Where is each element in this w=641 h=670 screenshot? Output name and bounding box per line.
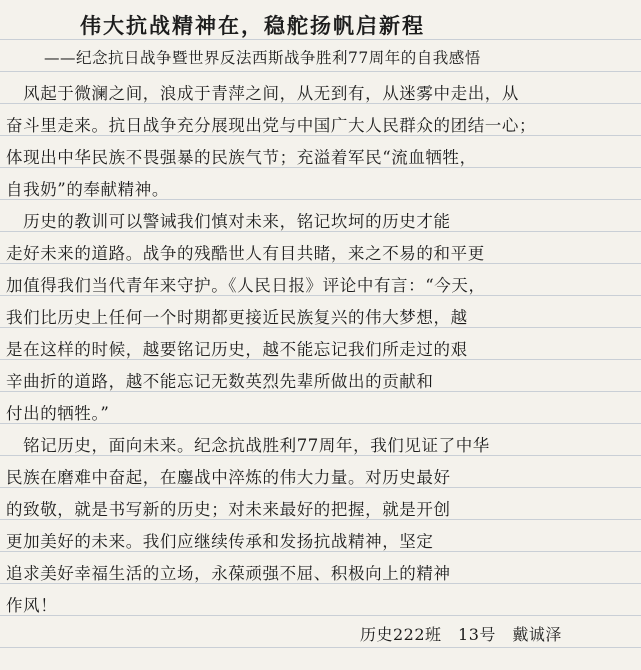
essay-subtitle: ——纪念抗日战争暨世界反法西斯战争胜利77周年的自我感悟: [44, 49, 481, 67]
essay-line: 走好未来的道路。战争的残酷世人有目共睹，来之不易的和平更: [6, 244, 485, 263]
essay-line: 民族在磨难中奋起，在鏖战中淬炼的伟大力量。对历史最好: [6, 468, 451, 487]
essay-line: 加值得我们当代青年来守护。《人民日报》评论中有言：“今天，: [6, 276, 486, 295]
essay-title: 伟大抗战精神在，稳舵扬帆启新程: [80, 13, 425, 38]
essay-line: 自我奶”的奉献精神。: [6, 180, 169, 199]
essay-line: 我们比历史上任何一个时期都更接近民族复兴的伟大梦想，越: [6, 308, 468, 327]
essay-line: 的致敬，就是书写新的历史；对未来最好的把握，就是开创: [6, 500, 451, 519]
essay-line: 奋斗里走来。抗日战争充分展现出党与中国广大人民群众的团结一心；: [6, 116, 537, 135]
essay-line: 付出的牺牲。”: [6, 404, 110, 423]
essay-line: 风起于微澜之间，浪成于青萍之间，从无到有，从迷雾中走出，从: [6, 84, 519, 103]
essay-line: 追求美好幸福生活的立场，永葆顽强不屈、积极向上的精神: [6, 564, 451, 583]
essay-line: 更加美好的未来。我们应继续传承和发扬抗战精神，坚定: [6, 532, 434, 551]
essay-line: 铭记历史，面向未来。纪念抗战胜利77周年，我们见证了中华: [6, 436, 490, 455]
essay-line: 是在这样的时候，越要铭记历史，越不能忘记我们所走过的艰: [6, 340, 468, 359]
essay-line: 体现出中华民族不畏强暴的民族气节；充溢着军民“流血牺牲，: [6, 148, 477, 167]
essay-line: 历史的教训可以警诫我们慎对未来，铭记坎坷的历史才能: [6, 212, 451, 231]
author-signature: 历史222班 13号 戴诚泽: [360, 625, 562, 644]
essay-line: 辛曲折的道路，越不能忘记无数英烈先辈所做出的贡献和: [6, 372, 434, 391]
essay-line: 作风！: [6, 596, 58, 615]
